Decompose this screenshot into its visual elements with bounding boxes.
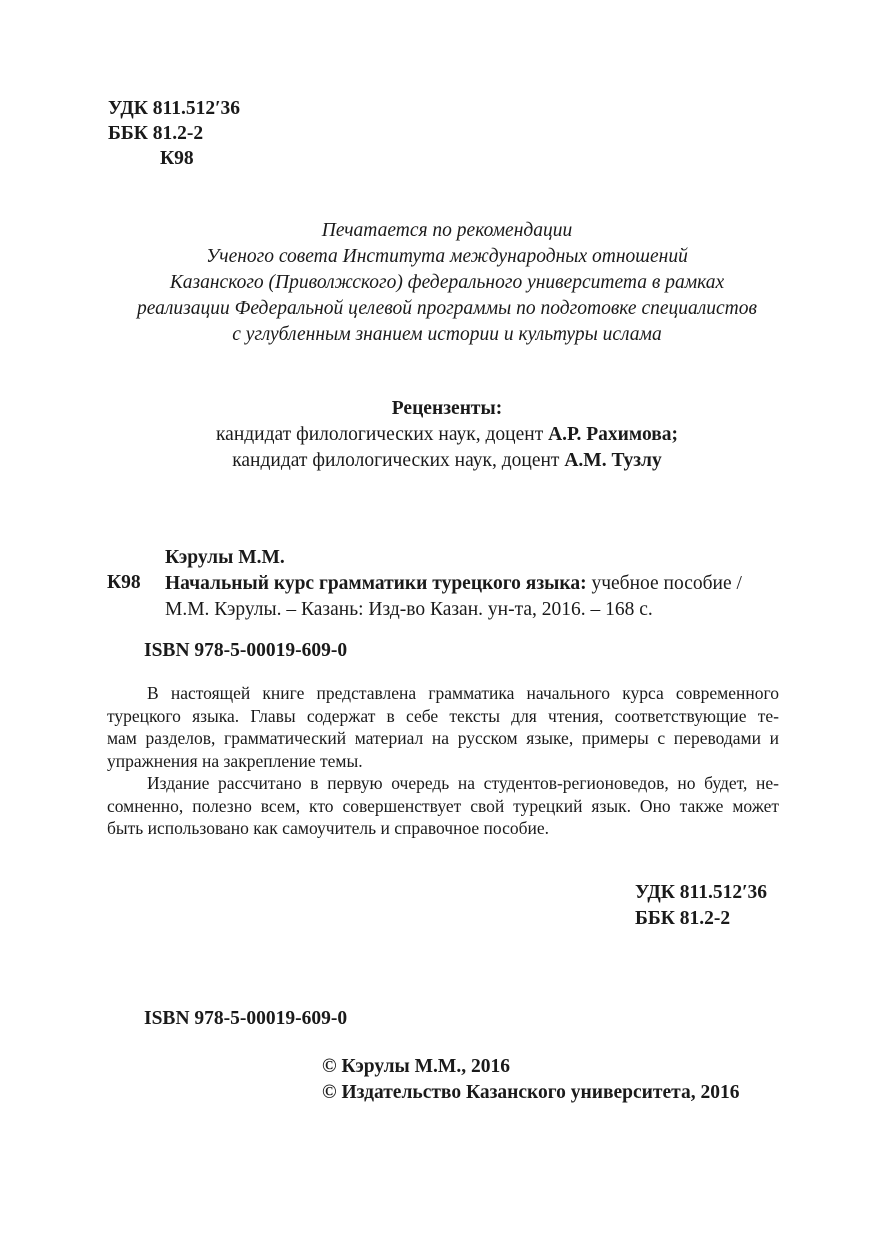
- publication-recommendation: [60, 218, 834, 348]
- book-type: учебное пособие /: [586, 573, 742, 594]
- classification-codes-top: [108, 96, 240, 171]
- isbn-bottom: ISBN 978-5-00019-609-0: [144, 1008, 348, 1029]
- bbk-code: ББК 81.2-2: [108, 123, 204, 144]
- classification-codes-bottom: [635, 880, 767, 932]
- reviewer-name: А.Р. Рахимова;: [548, 424, 678, 445]
- annotation-line: В настоящей книге представлена грамматика начального курса современного: [147, 683, 779, 703]
- book-title-line: [165, 571, 742, 597]
- recommendation-line: Ученого совета Института международных отношений: [206, 246, 688, 267]
- reviewer-entry: [60, 448, 834, 474]
- reviewer-title: кандидат филологических наук, доцент: [232, 450, 565, 471]
- bbk-code: ББК 81.2-2: [635, 908, 731, 929]
- reviewers-block: [60, 396, 834, 474]
- reviewers-heading: Рецензенты:: [391, 398, 503, 419]
- copyright-block: [322, 1054, 739, 1106]
- reviewer-entry: [60, 422, 834, 448]
- author-mark: К98: [160, 148, 194, 169]
- book-author: Кэрулы М.М.: [165, 547, 285, 568]
- bibliographic-record: [165, 545, 742, 623]
- annotation-line: упражнения на закрепление темы.: [107, 750, 363, 771]
- annotation-line: турецкого языка. Главы содержат в себе тексты для чтения, соответствующие те-: [107, 705, 779, 726]
- reviewer-title: кандидат филологических наук, доцент: [215, 424, 549, 445]
- udk-code: УДК 811.512′36: [635, 882, 768, 903]
- copyright-author: © Кэрулы М.М., 2016: [322, 1056, 510, 1077]
- book-imprint: М.М. Кэрулы. – Казань: Изд-во Казан. ун-та, 2016. – 168 с.: [165, 599, 653, 620]
- card-author-mark: К98: [107, 572, 141, 593]
- annotation-line: Издание рассчитано в первую очередь на студентов-регионоведов, но будет, не-: [147, 773, 779, 793]
- reviewer-name: А.М. Тузлу: [564, 450, 662, 471]
- recommendation-line: с углубленным знанием истории и культуры ислама: [232, 324, 662, 345]
- recommendation-line: реализации Федеральной целевой программы по подготовке специалистов: [137, 298, 757, 319]
- annotation: [107, 682, 779, 840]
- udk-code: УДК 811.512′36: [108, 98, 241, 119]
- recommendation-line: Казанского (Приволжского) федерального университета в рамках: [169, 272, 725, 293]
- annotation-line: быть использовано как самоучитель и справочное пособие.: [107, 818, 550, 838]
- recommendation-line: Печатается по рекомендации: [321, 220, 573, 241]
- book-title: Начальный курс грамматики турецкого языка:: [165, 573, 587, 594]
- isbn-top: ISBN 978-5-00019-609-0: [144, 640, 348, 661]
- annotation-line: сомненно, полезно всем, кто совершенствует свой турецкий язык. Оно также может: [107, 795, 779, 816]
- annotation-line: мам разделов, грамматический материал на русском языке, примеры с переводами и: [107, 728, 779, 748]
- copyright-publisher: © Издательство Казанского университета, 2016: [322, 1082, 740, 1103]
